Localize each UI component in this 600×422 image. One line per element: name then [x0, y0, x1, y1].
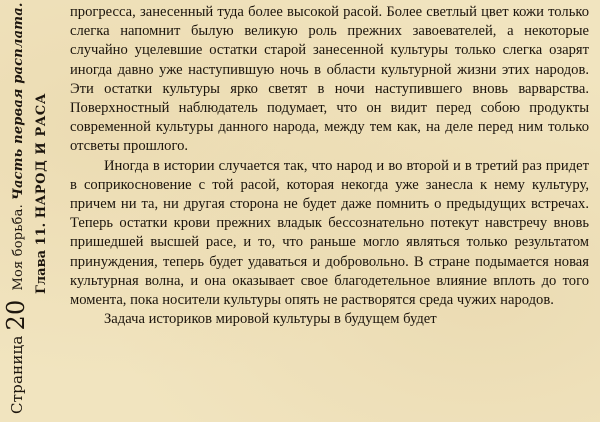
header-line-1 [4, 2, 31, 414]
page-header-sidebar [0, 0, 58, 422]
chapter-title: НАРОД И РАСА [34, 92, 49, 219]
page-body-text [70, 3, 589, 419]
book-title: Моя борьба. [11, 204, 26, 291]
chapter-label: Глава 11. [34, 222, 49, 294]
page-number: 20 [2, 299, 30, 331]
rotated-header [0, 0, 58, 422]
page-label: Страница [8, 335, 26, 414]
paragraph: прогресса, занесенный туда более высокой расой. Более светлый цвет кожи только слегка напомнит былую великую роль прежних завоевателей, а некоторые случайно уцелевшие остатки старой занесенной культуры только слегка озарят иногда давно уже наступившую ночь в области культурной жизни этих народов. Эти остатки культуры ярко светят в ночи наступившего вновь варварства. Поверхностный наблюдатель подумает, что он видит перед собою продукты современной культуры данного народа, между тем как, на деле перед ним только отсветы прошлого. [70, 4, 589, 155]
paragraph: Иногда в истории случается так, что народ и во второй и в третий раз придет в соприкосновение с той расой, которая некогда уже занесла к нему культуру, причем ни та, ни другая сторона не будет даже помнить о предыдущих встречах. Теперь остатки крови прежних владык бессознательно потекут навстречу вновь пришедшей высшей расе, и то, что раньше могло являться только результатом принуждения, теперь будет удаваться и добровольно. В стране подымается новая культурная волна, и она оказывает свое благодетельное влияние вплоть до того момента, пока носители культуры опять не растворятся среда чужих народов. [70, 157, 589, 309]
part-title: Часть первая расплата. [11, 2, 26, 201]
header-line-2 [32, 93, 52, 294]
paragraph: Задача историков мировой культуры в будущем будет [104, 311, 437, 328]
